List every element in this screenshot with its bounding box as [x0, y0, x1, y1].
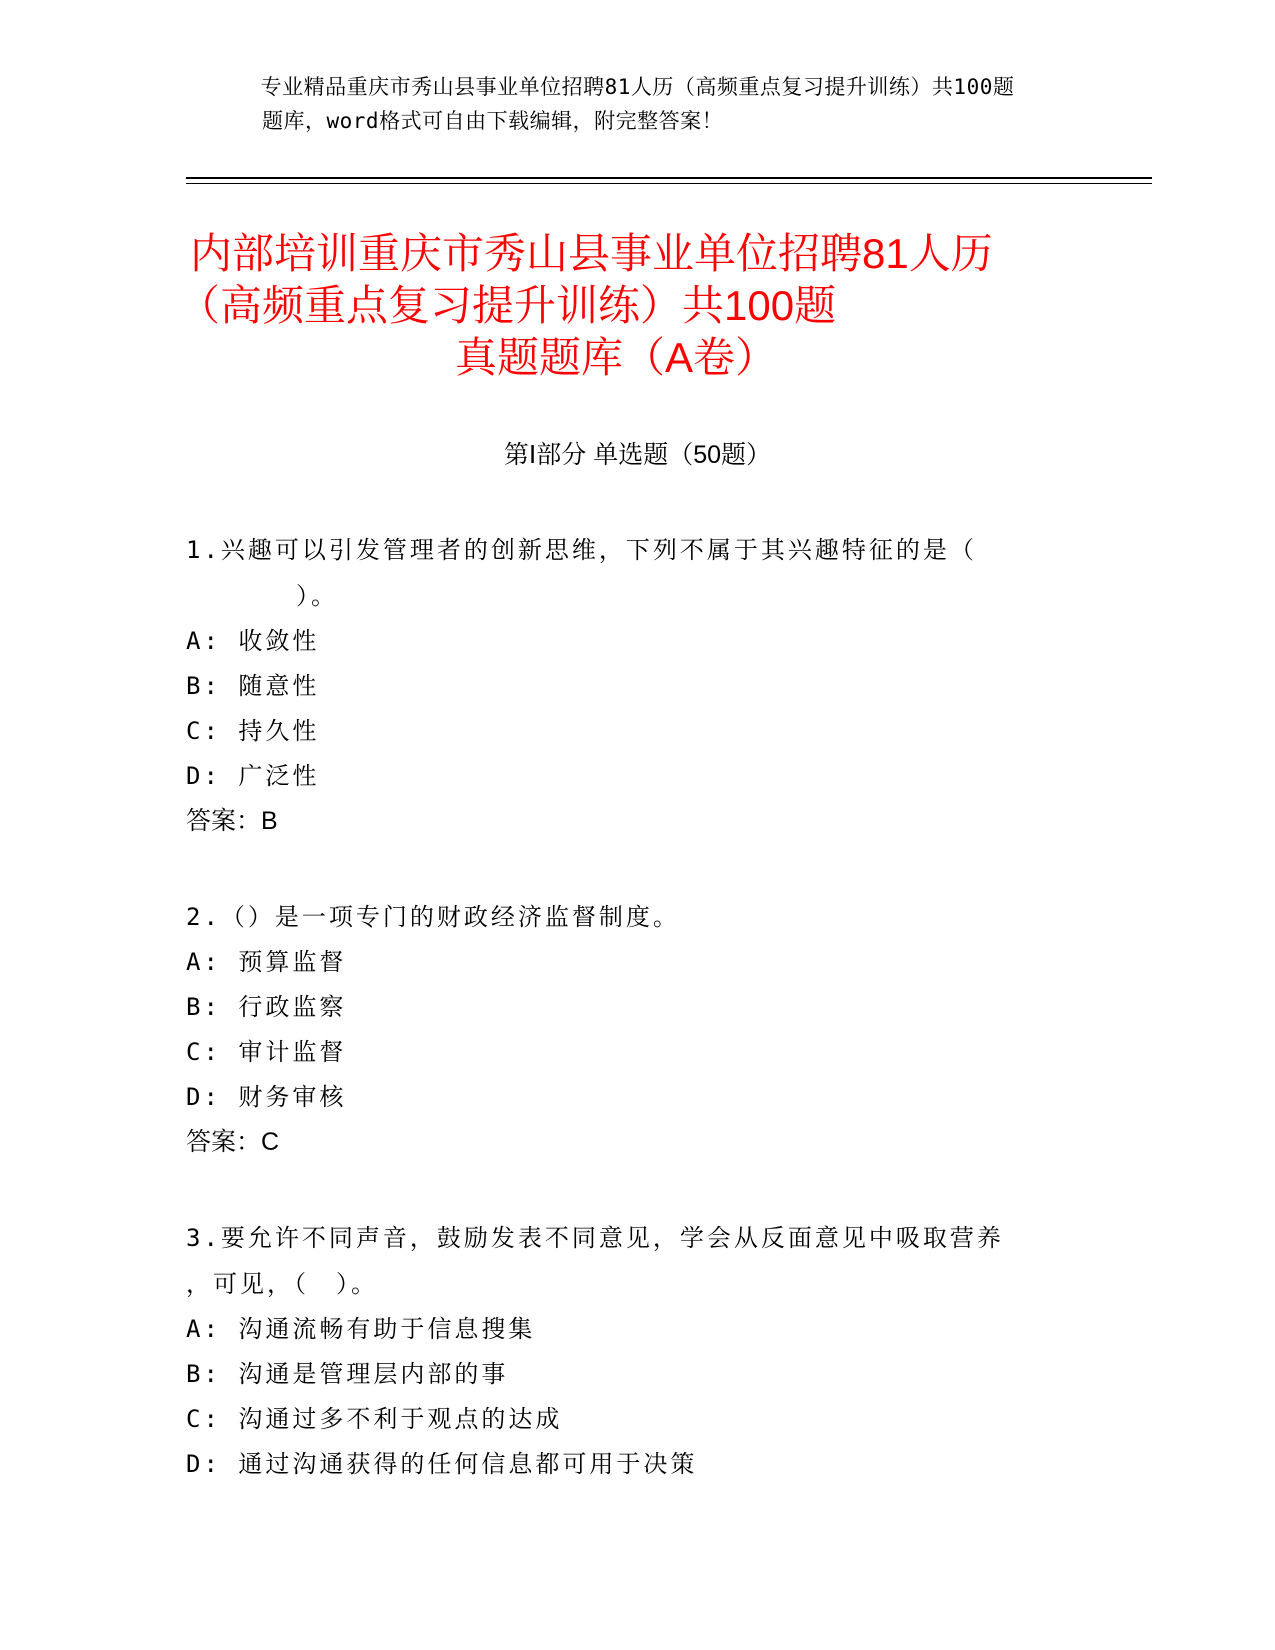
question-stem-continuation: ，可见，（ ）。: [186, 1270, 378, 1298]
answer: 答案：B: [186, 807, 278, 835]
document-header-note: [0, 70, 1275, 138]
title-line-3: 真题题库（A卷）: [455, 334, 778, 381]
header-line-2: 题库，word格式可自由下载编辑，附完整答案！: [262, 109, 724, 133]
option-b: B: 随意性: [186, 672, 320, 700]
option-c: C: 持久性: [186, 717, 320, 745]
title-line-2: （高频重点复习提升训练）共100题: [178, 282, 837, 329]
question-3: [186, 1215, 1086, 1487]
question-spacer: [186, 844, 1086, 894]
question-stem-continuation: ）。: [296, 582, 338, 610]
question-stem: 1.兴趣可以引发管理者的创新思维，下列不属于其兴趣特征的是（: [186, 536, 977, 564]
header-divider-thick: [186, 177, 1152, 179]
option-d: D: 通过沟通获得的任何信息都可用于决策: [186, 1450, 698, 1478]
option-a: A: 沟通流畅有助于信息搜集: [186, 1315, 536, 1343]
option-a: A: 预算监督: [186, 948, 347, 976]
option-d: D: 广泛性: [186, 762, 320, 790]
question-1: [186, 527, 1086, 844]
title-line-1: 内部培训重庆市秀山县事业单位招聘81人历: [190, 230, 993, 277]
question-stem: 3.要允许不同声音，鼓励发表不同意见，学会从反面意见中吸取营养: [186, 1224, 1004, 1252]
option-c: C: 审计监督: [186, 1038, 347, 1066]
document-title: [150, 228, 1125, 384]
option-a: A: 收敛性: [186, 627, 320, 655]
option-b: B: 行政监察: [186, 993, 347, 1021]
question-list: [186, 527, 1086, 1487]
option-b: B: 沟通是管理层内部的事: [186, 1360, 509, 1388]
option-c: C: 沟通过多不利于观点的达成: [186, 1405, 563, 1433]
header-line-1: 专业精品重庆市秀山县事业单位招聘81人历（高频重点复习提升训练）共100题: [260, 75, 1015, 99]
question-spacer: [186, 1165, 1086, 1215]
answer: 答案：C: [186, 1128, 280, 1156]
question-stem: 2.（）是一项专门的财政经济监督制度。: [186, 903, 680, 931]
section-title: 第Ⅰ部分 单选题（50题）: [503, 441, 772, 469]
question-2: [186, 894, 1086, 1165]
option-d: D: 财务审核: [186, 1083, 347, 1111]
header-divider-thin: [186, 183, 1152, 184]
